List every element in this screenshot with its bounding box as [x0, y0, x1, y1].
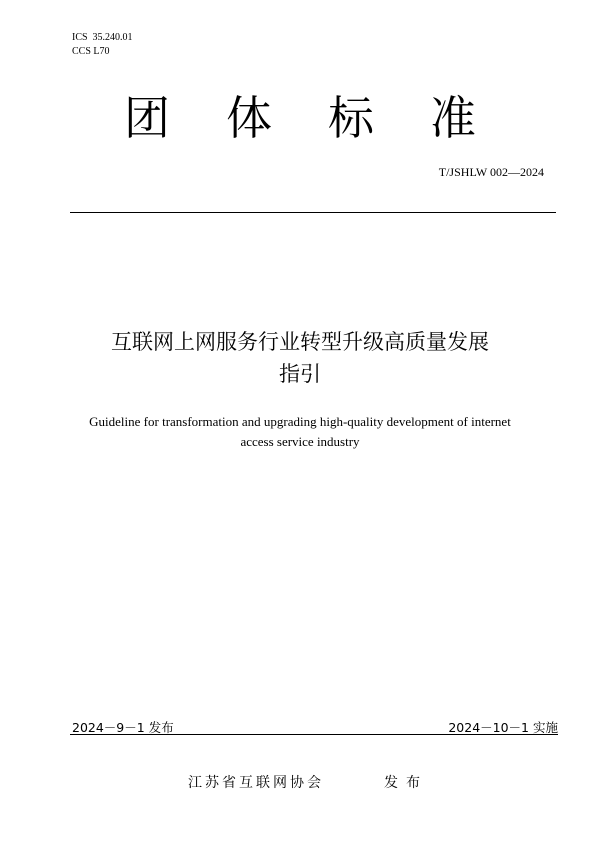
- ccs-code: CCS L70: [72, 46, 110, 57]
- title-cn-line1: 互联网上网服务行业转型升级高质量发展: [111, 330, 489, 354]
- publisher: 江苏省互联网协会: [188, 775, 324, 791]
- document-heading: 团体标准: [124, 91, 532, 145]
- divider-top: [70, 212, 556, 213]
- title-en: [40, 412, 560, 452]
- standard-code: T/JSHLW 002—2024: [438, 165, 544, 179]
- title-en-line2: access service industry: [240, 434, 360, 449]
- publish-date: 2024－9－1 发布: [72, 720, 174, 735]
- title-en-line1: Guideline for transformation and upgrading high-quality development of internet: [89, 414, 511, 429]
- ics-code: ICS 35.240.01: [72, 32, 133, 43]
- publish-label: 发布: [384, 775, 428, 791]
- title-cn: [0, 326, 600, 390]
- classification-codes: [72, 31, 133, 59]
- divider-bottom: [70, 734, 558, 735]
- effective-date: 2024－10－1 实施: [448, 720, 558, 735]
- title-cn-line2: 指引: [279, 362, 321, 386]
